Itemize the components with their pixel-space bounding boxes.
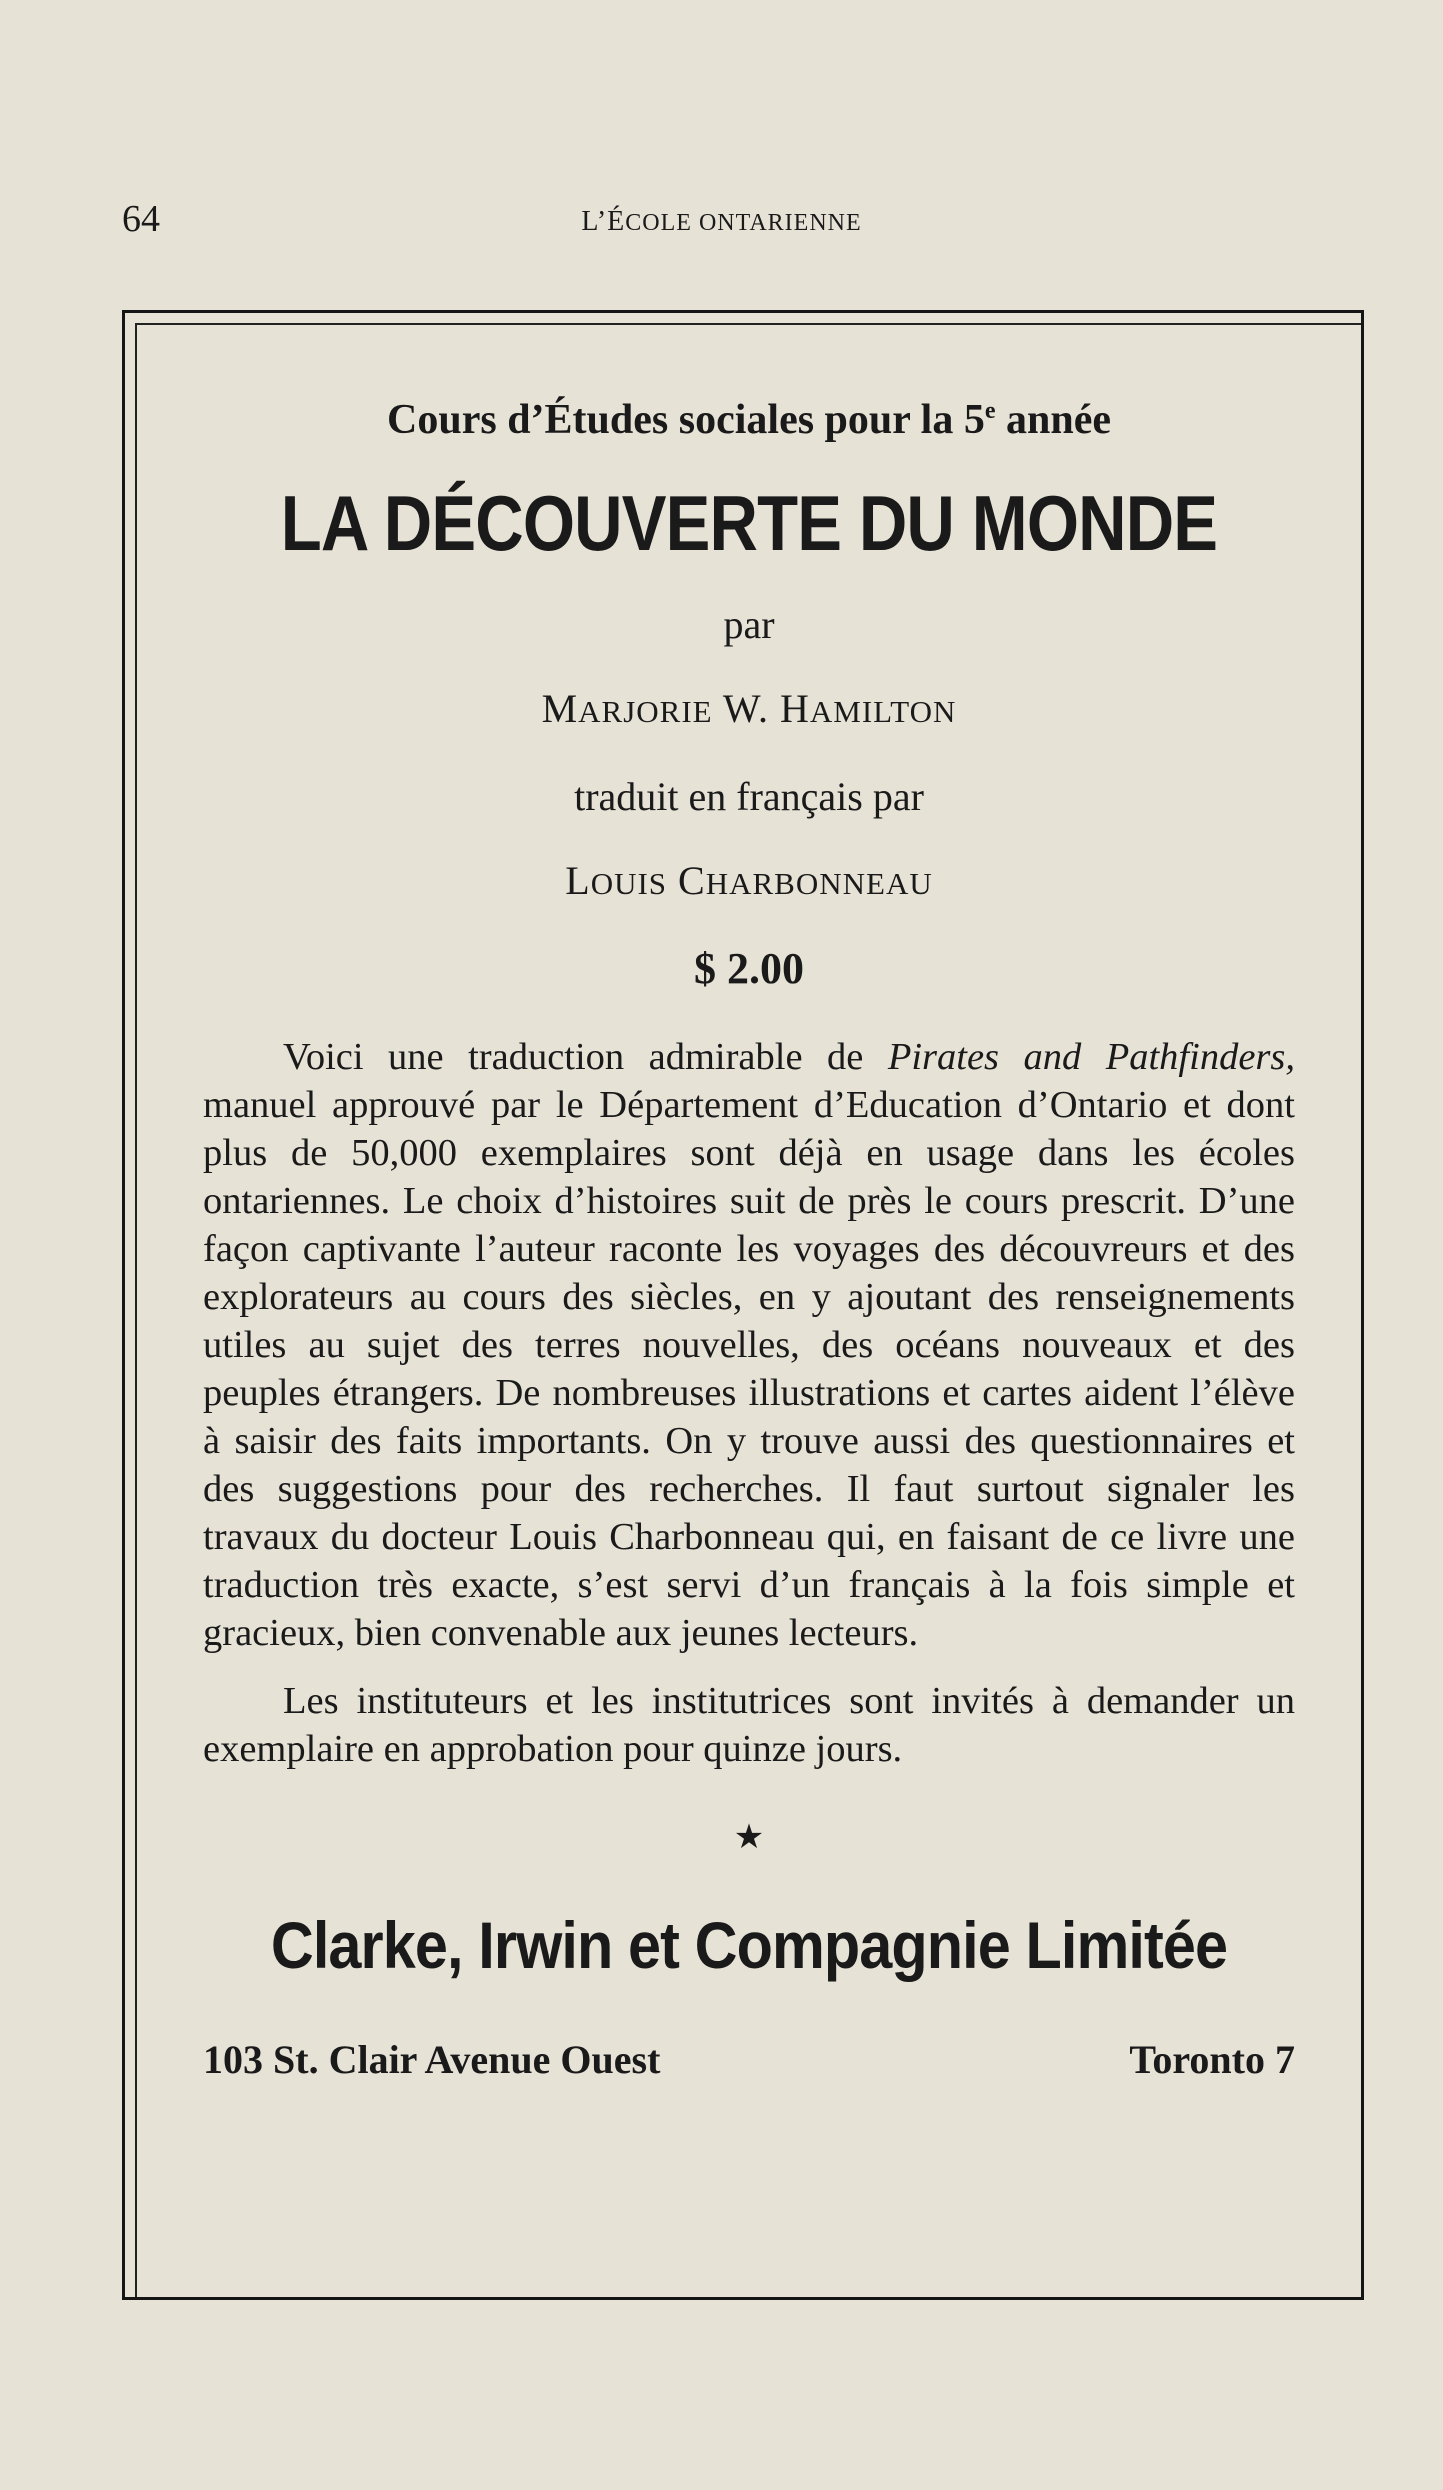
star-ornament: ★ (733, 1819, 765, 1857)
advertisement-content (203, 397, 1295, 2082)
translator-last-initial: C (678, 857, 706, 903)
author-first-initial: M (541, 685, 579, 731)
price: $ 2.00 (694, 943, 804, 993)
translated-by-label: traduit en français par (574, 773, 924, 819)
author-last-rest: AMILTON (809, 693, 957, 729)
publisher-name: Clarke, Irwin et Compagnie Limitée (270, 1908, 1228, 1983)
description-intro: Voici une traduction admirable de (283, 1036, 888, 1079)
advertisement-frame (122, 310, 1364, 2300)
course-line (203, 397, 1295, 443)
author-name (203, 687, 1295, 731)
description-body: manuel approuvé par le Département d’Education d’Ontario et dont plus de 50,000 exemplaires sont déjà en usage dans les écoles ontariennes. Le choix d’histoires suit de près le cours prescrit. D’une façon captivante l’auteur raconte les voyages des découvreurs et des explorateurs au cours des siècles, en y ajoutant des renseignements utiles au sujet des terres nouvelles, des océans nouveaux et des peuples étrangers. De nombreuses illustrations et cartes aident l’élève à saisir des faits importants. On y trouve aussi des questionnaires et des suggestions pour des recherches. Il faut surtout signaler les travaux du docteur Louis Charbonneau qui, en faisant de ce livre une traduction très exacte, s’est servi d’un français à la fois simple et gracieux, bien convenable aux jeunes lecteurs. (203, 1084, 1295, 1655)
author-first-rest: ARJORIE (578, 693, 713, 729)
running-head-prefix: L’ (581, 206, 608, 237)
street-address: 103 St. Clair Avenue Ouest (203, 2036, 661, 2082)
running-head-rest: COLE ONTARIENNE (625, 210, 862, 236)
original-book-title: Pirates and Pathfinders, (887, 1036, 1296, 1079)
course-line-superscript: e (984, 398, 996, 424)
translator-first-rest: OUIS (590, 865, 668, 901)
description-paragraph (203, 1033, 1295, 1657)
invitation-paragraph: Les instituteurs et les institutrices sont invités à demander un exemplaire en approbation pour quinze jours. (203, 1680, 1295, 1771)
running-head (0, 208, 1443, 236)
translator-first-initial: L (565, 857, 591, 903)
author-last-initial: H (780, 685, 810, 731)
by-label: par (723, 601, 775, 647)
book-title: LA DÉCOUVERTE DU MONDE (280, 479, 1218, 568)
author-middle: W. (722, 685, 769, 731)
translator-last-rest: HARBONNEAU (705, 865, 933, 901)
course-line-text: Cours d’Études sociales pour la 5 (387, 397, 985, 443)
address-row (203, 2038, 1295, 2082)
city: Toronto 7 (1129, 2036, 1295, 2082)
course-line-suffix: année (995, 397, 1111, 443)
translator-name (203, 859, 1295, 903)
page-number: 64 (122, 198, 160, 240)
running-head-first-letter: É (607, 206, 626, 237)
